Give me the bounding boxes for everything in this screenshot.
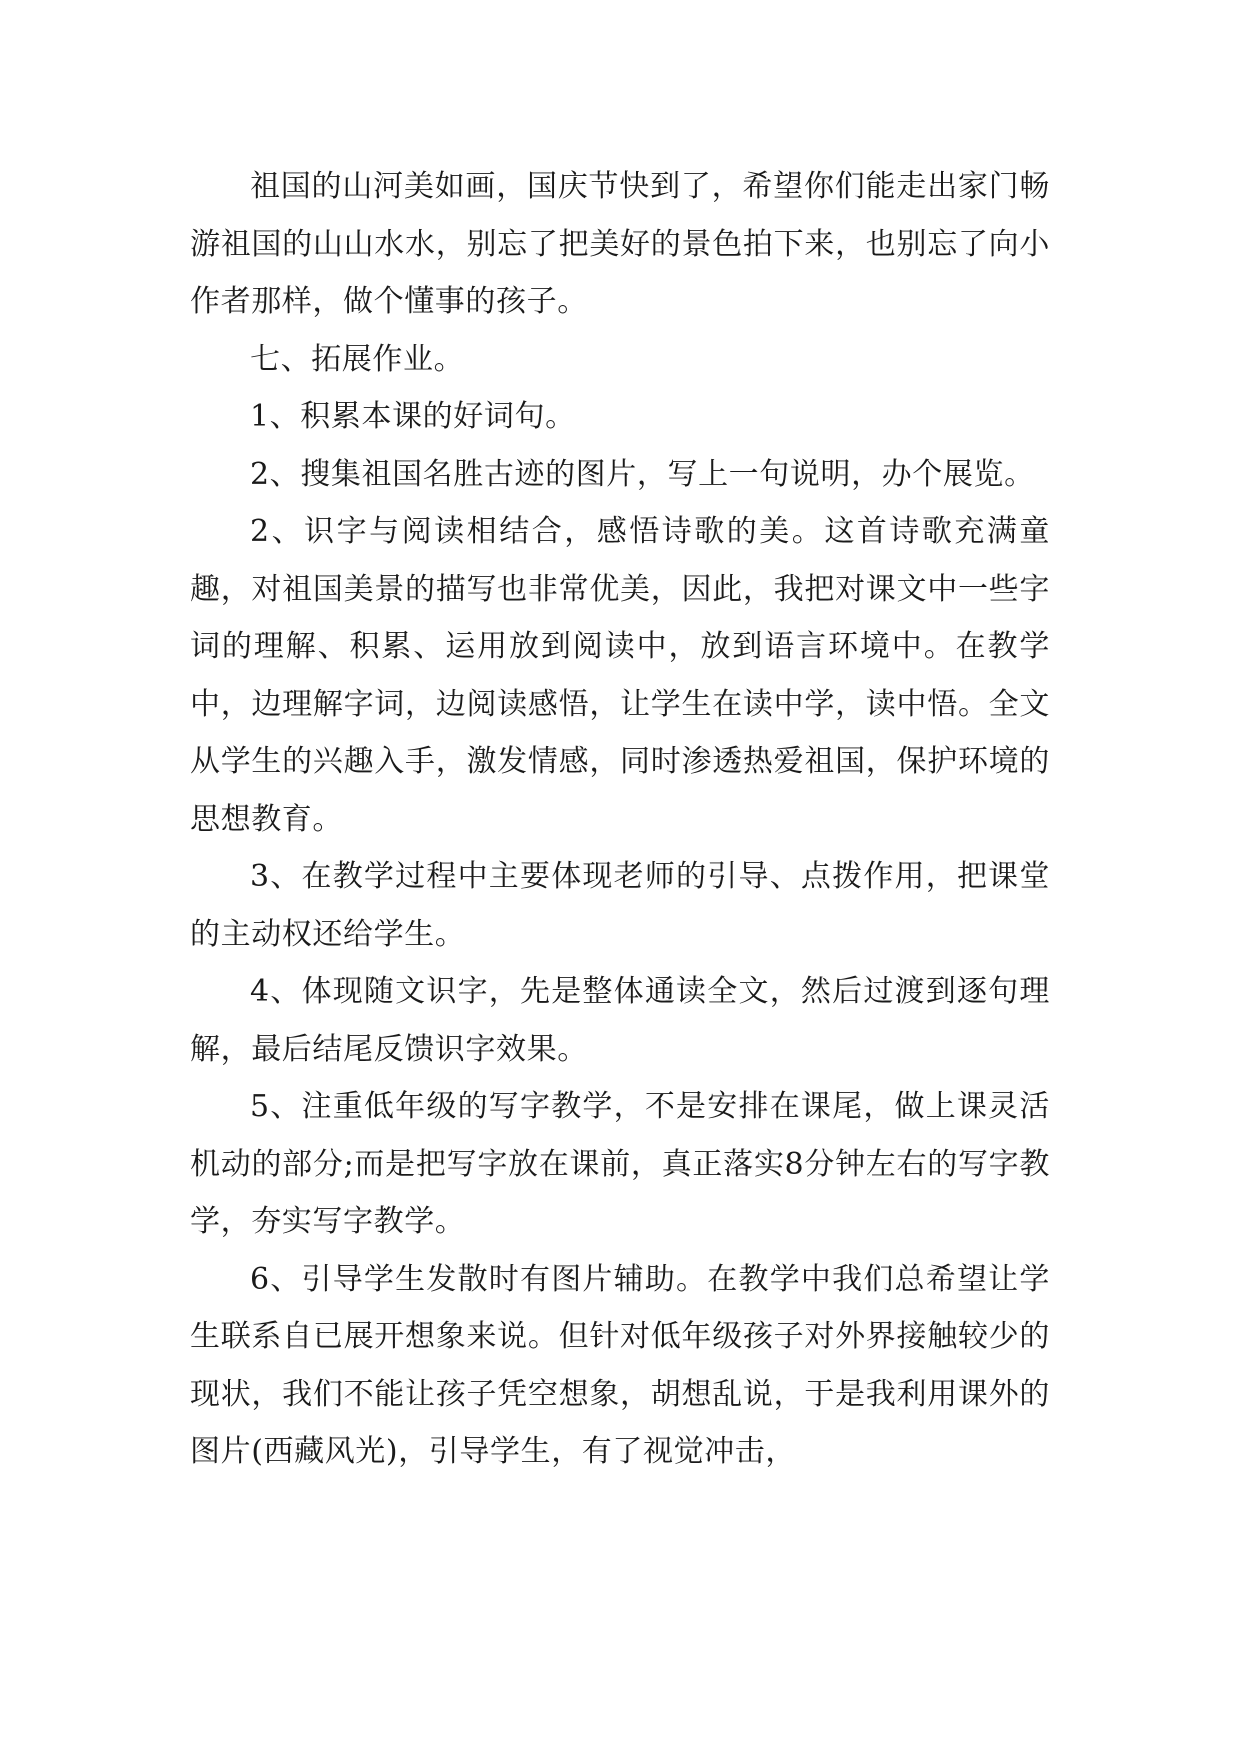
reflection-item-2: 2、识字与阅读相结合，感悟诗歌的美。这首诗歌充满童趣，对祖国美景的描写也非常优美，因此，我把对课文中一些字词的理解、积累、运用放到阅读中，放到语言环境中。在教学中，边理解字词，边阅读感悟，让学生在读中学，读中悟。全文从学生的兴趣入手，激发情感，同时渗透热爱祖国，保护环境的思想教育。 xyxy=(190,514,1050,837)
document-body xyxy=(190,158,1050,1481)
section-heading-extension-homework: 七、拓展作业。 xyxy=(250,341,465,377)
reflection-item-3: 3、在教学过程中主要体现老师的引导、点拨作用，把课堂的主动权还给学生。 xyxy=(190,859,1050,952)
reflection-item-4: 4、体现随文识字，先是整体通读全文，然后过渡到逐句理解，最后结尾反馈识字效果。 xyxy=(190,974,1050,1067)
reflection-item-5: 5、注重低年级的写字教学，不是安排在课尾，做上课灵活机动的部分;而是把写字放在课前，真正落实8分钟左右的写字教学，夯实写字教学。 xyxy=(190,1089,1050,1239)
homework-item-1: 1、积累本课的好词句。 xyxy=(250,399,576,434)
reflection-item-6: 6、引导学生发散时有图片辅助。在教学中我们总希望让学生联系自已展开想象来说。但针对低年级孩子对外界接触较少的现状，我们不能让孩子凭空想象，胡想乱说，于是我利用课外的图片(西藏风光)，引导学生，有了视觉冲击， xyxy=(190,1261,1050,1469)
homework-item-2: 2、搜集祖国名胜古迹的图片，写上一句说明，办个展览。 xyxy=(250,456,1035,492)
paragraph-closing-remarks: 祖国的山河美如画，国庆节快到了，希望你们能走出家门畅游祖国的山山水水，别忘了把美好的景色拍下来，也别忘了向小作者那样，做个懂事的孩子。 xyxy=(190,169,1050,319)
